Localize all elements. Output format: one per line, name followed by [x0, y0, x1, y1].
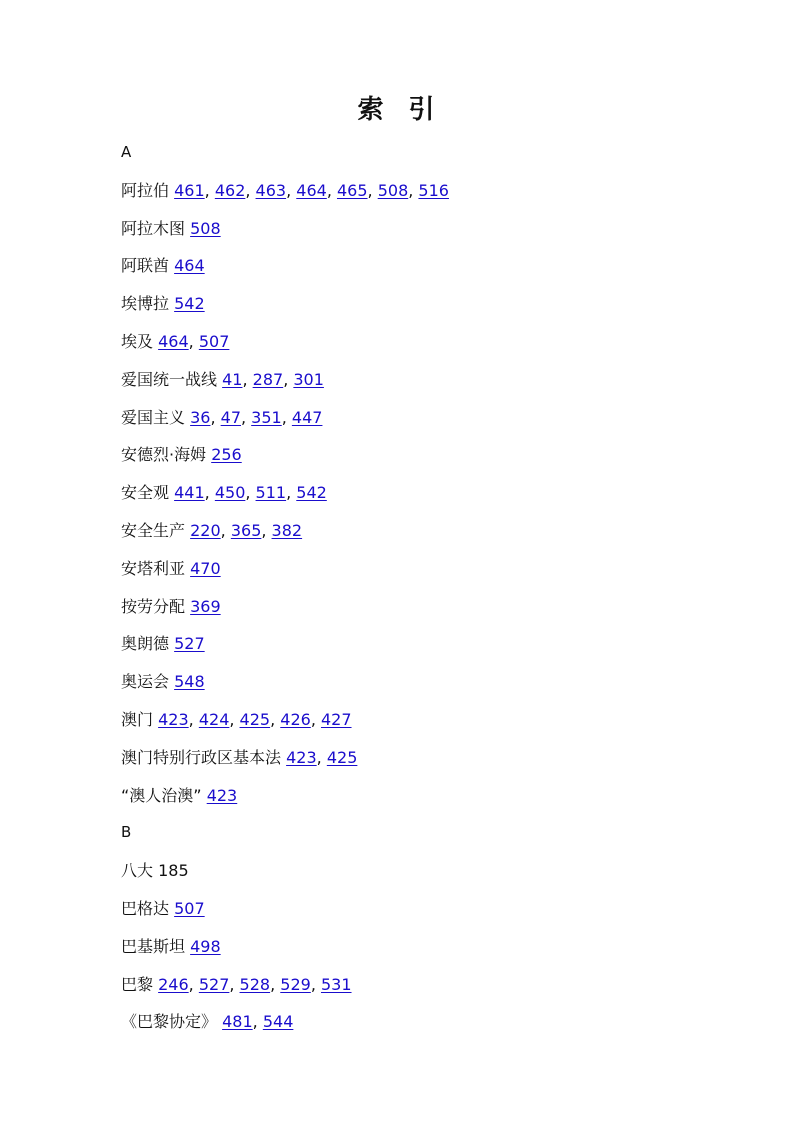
- index-term: 阿拉木图: [121, 218, 186, 238]
- separator: ,: [283, 369, 294, 389]
- index-term: 爱国统一战线: [121, 369, 218, 389]
- separator: ,: [245, 180, 256, 200]
- separator: ,: [270, 974, 281, 994]
- page-link[interactable]: 423: [286, 747, 317, 767]
- index-term: 按劳分配: [121, 596, 186, 616]
- page-link[interactable]: 527: [174, 634, 205, 654]
- page-link[interactable]: 511: [255, 483, 287, 503]
- page-link[interactable]: 41: [222, 369, 243, 389]
- page-link[interactable]: 542: [296, 483, 327, 503]
- index-term: 奥朗德: [121, 634, 170, 654]
- page-link[interactable]: 464: [174, 256, 205, 276]
- separator: ,: [252, 1012, 263, 1032]
- separator: ,: [367, 180, 378, 200]
- page-link[interactable]: 465: [336, 180, 368, 200]
- index-entry: [121, 966, 761, 1004]
- page-link[interactable]: 461: [174, 180, 205, 200]
- page-references: [190, 937, 221, 956]
- page-title: 索 引: [357, 95, 443, 125]
- index-term: 巴黎: [121, 974, 154, 994]
- separator: ,: [316, 747, 327, 767]
- index-entry: [121, 928, 761, 966]
- index-entry: [121, 323, 761, 361]
- page-link[interactable]: 470: [190, 558, 221, 578]
- page-link[interactable]: 365: [230, 520, 262, 540]
- index-term: 巴格达: [121, 898, 170, 918]
- page-references: [158, 332, 229, 351]
- index-entry: [121, 172, 761, 210]
- page-link[interactable]: 423: [206, 785, 238, 805]
- index-entry: [121, 210, 761, 248]
- page-link[interactable]: 507: [174, 898, 205, 918]
- index-entry: [121, 474, 761, 512]
- index-entry: [121, 625, 761, 663]
- page-link[interactable]: 441: [174, 483, 205, 503]
- index-entry: [121, 739, 761, 777]
- page-references: [211, 445, 242, 464]
- page-references: [190, 521, 302, 540]
- page-references: [174, 256, 205, 275]
- page-link[interactable]: 463: [255, 180, 287, 200]
- page-link[interactable]: 351: [251, 407, 282, 427]
- page-link[interactable]: 527: [198, 974, 230, 994]
- index-entries: [121, 134, 761, 1041]
- index-entry: [121, 777, 761, 815]
- page-references: [174, 294, 205, 313]
- separator: ,: [220, 520, 231, 540]
- page-link[interactable]: 425: [326, 747, 358, 767]
- index-term: “澳人治澳”: [121, 785, 202, 805]
- separator: ,: [270, 709, 281, 729]
- index-entry: [121, 663, 761, 701]
- separator: ,: [408, 180, 419, 200]
- index-entry: [121, 361, 761, 399]
- page-link[interactable]: 498: [190, 936, 221, 956]
- separator: ,: [281, 407, 292, 427]
- page-link[interactable]: 508: [377, 180, 409, 200]
- index-term: 八大: [121, 861, 154, 881]
- index-term: 埃及: [121, 331, 154, 351]
- page-link[interactable]: 426: [280, 709, 311, 729]
- index-term: 爱国主义: [121, 407, 186, 427]
- page-references: [174, 634, 205, 653]
- page-number-text: 185: [158, 861, 189, 881]
- index-entry: [121, 588, 761, 626]
- page-references: [174, 483, 327, 502]
- index-term: 阿拉伯: [121, 180, 170, 200]
- page-references: [190, 219, 221, 238]
- page-link[interactable]: 464: [296, 180, 327, 200]
- page-references: [158, 710, 351, 729]
- page-references: [158, 975, 351, 994]
- index-term: 安德烈·海姆: [121, 445, 207, 465]
- separator: ,: [261, 520, 272, 540]
- page-link[interactable]: 36: [190, 407, 211, 427]
- page-link[interactable]: 256: [211, 445, 242, 465]
- index-term: 安全观: [121, 483, 170, 503]
- page-link[interactable]: 528: [239, 974, 271, 994]
- page-link[interactable]: 508: [190, 218, 221, 238]
- page-link[interactable]: 464: [158, 331, 189, 351]
- separator: ,: [310, 709, 321, 729]
- separator: ,: [229, 974, 240, 994]
- index-entry: [121, 1003, 761, 1041]
- page-link[interactable]: 246: [158, 974, 189, 994]
- page-references: [286, 748, 357, 767]
- index-entry: [121, 701, 761, 739]
- index-entry: [121, 512, 761, 550]
- page-link[interactable]: 425: [239, 709, 271, 729]
- page-references: [174, 672, 205, 691]
- separator: ,: [245, 483, 256, 503]
- page-link[interactable]: 516: [418, 180, 449, 200]
- page-references: [207, 786, 238, 805]
- page-references: [174, 899, 205, 918]
- index-term: 《巴黎协定》: [121, 1012, 218, 1032]
- page-link[interactable]: 548: [174, 672, 205, 692]
- separator: ,: [204, 483, 215, 503]
- page-link[interactable]: 507: [198, 331, 230, 351]
- page-link[interactable]: 544: [262, 1012, 294, 1032]
- separator: ,: [242, 369, 253, 389]
- separator: ,: [210, 407, 221, 427]
- page-link[interactable]: 462: [214, 180, 246, 200]
- index-term: 澳门: [121, 709, 154, 729]
- page-references: [174, 181, 449, 200]
- page-references: [190, 597, 221, 616]
- index-entry: [121, 890, 761, 928]
- index-letter-heading: A: [121, 143, 132, 161]
- page-link[interactable]: 47: [220, 407, 241, 427]
- separator: ,: [188, 331, 199, 351]
- separator: ,: [204, 180, 215, 200]
- page-references: [222, 1012, 293, 1031]
- separator: ,: [241, 407, 252, 427]
- page-references: [158, 861, 189, 880]
- index-entry: [121, 852, 761, 890]
- index-entry: [121, 436, 761, 474]
- index-term: 安塔利亚: [121, 558, 186, 578]
- page-link[interactable]: 220: [190, 520, 221, 540]
- page-references: [190, 559, 221, 578]
- separator: ,: [188, 709, 199, 729]
- separator: ,: [310, 974, 321, 994]
- index-entry: [121, 247, 761, 285]
- page-link[interactable]: 450: [214, 483, 246, 503]
- page-link[interactable]: 447: [291, 407, 323, 427]
- separator: ,: [286, 483, 297, 503]
- page-link[interactable]: 382: [271, 520, 303, 540]
- page-link[interactable]: 542: [174, 294, 205, 314]
- index-letter-heading: B: [121, 823, 132, 842]
- separator: ,: [229, 709, 240, 729]
- page-references: [190, 408, 322, 427]
- page-link[interactable]: 369: [190, 596, 221, 616]
- page-link[interactable]: 301: [293, 369, 324, 389]
- index-term: 澳门特别行政区基本法: [121, 747, 282, 767]
- separator: ,: [326, 180, 337, 200]
- page-link[interactable]: 529: [280, 974, 311, 994]
- page-link[interactable]: 423: [158, 709, 189, 729]
- page-link[interactable]: 531: [320, 974, 352, 994]
- index-term: 埃博拉: [121, 294, 170, 314]
- page-link[interactable]: 427: [320, 709, 352, 729]
- index-entry: [121, 285, 761, 323]
- index-entry: [121, 550, 761, 588]
- index-term: 安全生产: [121, 520, 186, 540]
- index-term: 巴基斯坦: [121, 936, 186, 956]
- separator: ,: [188, 974, 199, 994]
- page-link[interactable]: 481: [222, 1012, 253, 1032]
- index-term: 奥运会: [121, 672, 170, 692]
- index-term: 阿联酋: [121, 256, 170, 276]
- page-link[interactable]: 424: [198, 709, 230, 729]
- page-references: [222, 370, 324, 389]
- separator: ,: [286, 180, 297, 200]
- index-entry: [121, 399, 761, 437]
- page-link[interactable]: 287: [252, 369, 284, 389]
